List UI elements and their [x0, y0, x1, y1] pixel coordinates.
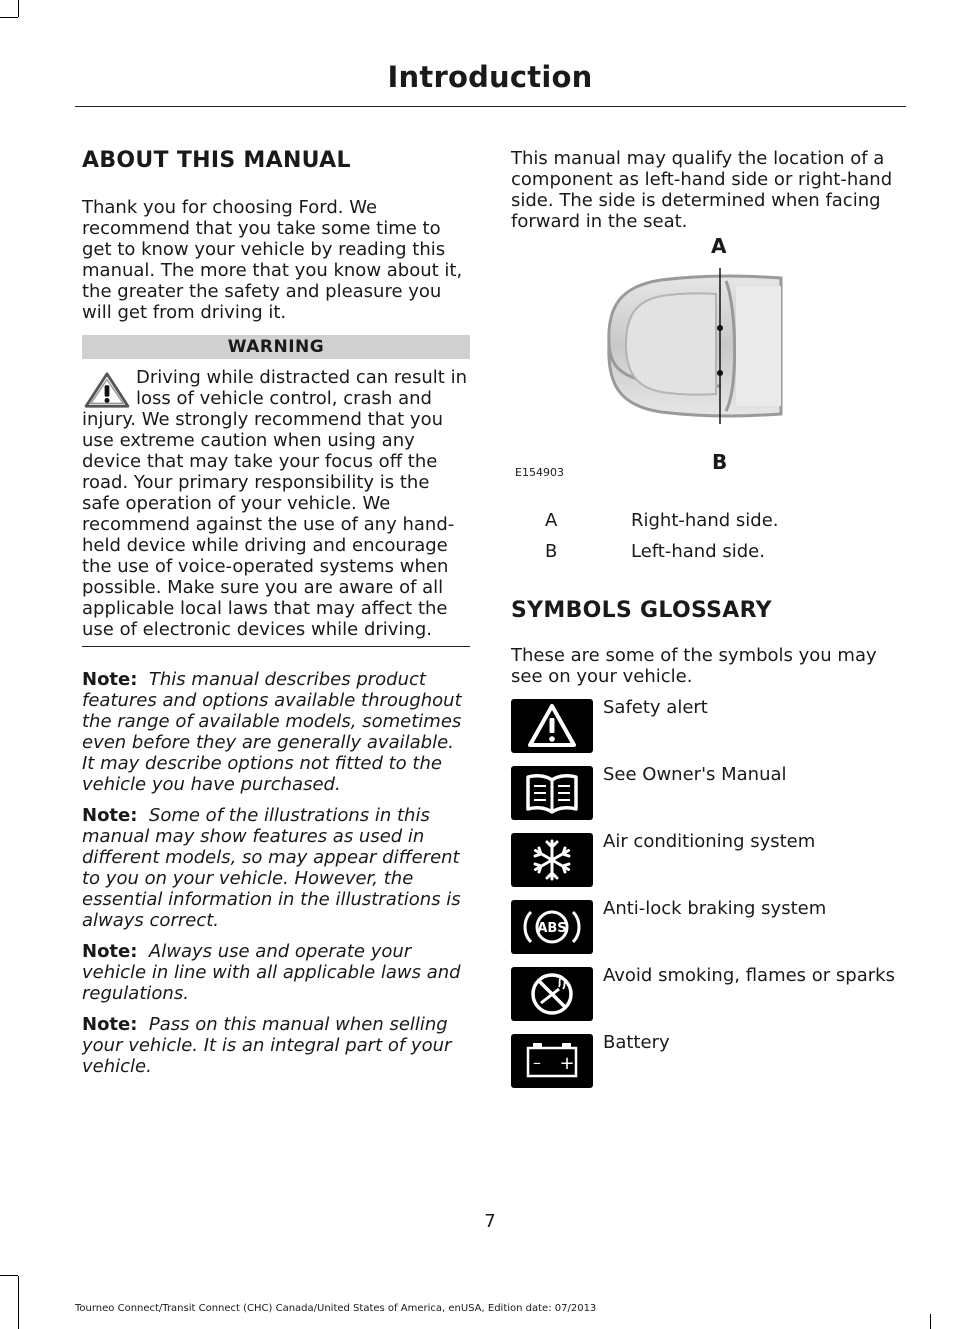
notes-list: [82, 669, 470, 1077]
symbol-item: [511, 898, 906, 965]
battery-icon: [511, 1034, 593, 1088]
symbol-item: [511, 965, 906, 1032]
side-definitions: [511, 510, 906, 572]
page-title: Introduction: [387, 60, 593, 94]
about-intro: Thank you for choosing Ford. We recommend that you take some time to get to know your vehicle by reading this manual. The more that you know about it, the greater the safety and pleasure you will get from driving it.: [82, 197, 463, 323]
sides-intro: This manual may qualify the location of a component as left-hand side or right-hand side. The side is determined when facing forward in the seat.: [511, 148, 893, 232]
header-divider: [75, 106, 906, 107]
note-label: Note:: [82, 1014, 138, 1035]
owners-manual-icon: [511, 766, 593, 820]
footer-text: Tourneo Connect/Transit Connect (CHC) Canada/United States of America, enUSA, Edition date: 07/2013: [75, 1303, 597, 1314]
note-item: [82, 669, 470, 795]
note-label: Note:: [82, 941, 138, 962]
definition-row: [511, 541, 906, 572]
note-text: Some of the illustrations in this manual may show features as used in different models, so may appear different to you on your vehicle. However, the essential information in the illustrations is always correct.: [82, 805, 461, 931]
left-column: [82, 148, 470, 1087]
no-smoking-icon: [511, 967, 593, 1021]
definition-row: [511, 510, 906, 541]
warning-label: WARNING: [82, 335, 470, 359]
crop-mark: [18, 1276, 19, 1329]
abs-icon-text: ABS: [537, 921, 567, 936]
symbol-label: See Owner's Manual: [603, 764, 787, 785]
symbol-item: [511, 697, 906, 764]
symbol-item: [511, 764, 906, 831]
warning-text: Driving while distracted can result in loss of vehicle control, crash and injury. We strongly recommend that you use extreme caution when using any device that may take your focus off the road. Your primary responsibility is the safe operation of your vehicle. We recommend against the use of any hand-held device while driving and encourage the use of voice-operated systems when possible. Make sure you are aware of all applicable local laws that may affect the use of electronic devices while driving.: [82, 367, 467, 640]
definition-value: Right-hand side.: [631, 510, 779, 531]
glossary-heading: SYMBOLS GLOSSARY: [511, 598, 772, 623]
note-text: This manual describes product features and options available throughout the range of available models, sometimes even before they are generally available. It may describe options not fitted to the vehicle you have purchased.: [82, 669, 462, 795]
about-heading: ABOUT THIS MANUAL: [82, 148, 351, 173]
symbol-item: [511, 1032, 906, 1099]
note-item: [82, 941, 470, 1004]
symbol-label: Safety alert: [603, 697, 708, 718]
crop-mark: [18, 0, 19, 17]
note-text: Pass on this manual when selling your vehicle. It is an integral part of your vehicle.: [82, 1014, 452, 1077]
symbol-label: Anti-lock braking system: [603, 898, 827, 919]
note-item: [82, 1014, 470, 1077]
symbol-label: Battery: [603, 1032, 670, 1053]
symbol-label: Air conditioning system: [603, 831, 816, 852]
glossary-intro: These are some of the symbols you may see on your vehicle.: [511, 645, 877, 687]
crop-mark: [930, 1314, 931, 1329]
right-column: [511, 148, 906, 1099]
diagram-code: E154903: [515, 466, 564, 479]
note-item: [82, 805, 470, 931]
note-text: Always use and operate your vehicle in line with all applicable laws and regulations.: [82, 941, 461, 1004]
diagram-label-a: A: [711, 234, 727, 258]
air-conditioning-icon: [511, 833, 593, 887]
warning-divider: [82, 646, 470, 647]
warning-box: [82, 335, 470, 647]
crop-mark: [0, 1275, 18, 1276]
definition-key: A: [545, 510, 558, 531]
symbol-item: [511, 831, 906, 898]
warning-triangle-icon: [82, 371, 132, 409]
symbol-label: Avoid smoking, flames or sparks: [603, 965, 895, 986]
diagram-label-b: B: [712, 450, 728, 474]
safety-alert-icon: [511, 699, 593, 753]
note-label: Note:: [82, 669, 138, 690]
definition-value: Left-hand side.: [631, 541, 765, 562]
note-label: Note:: [82, 805, 138, 826]
vehicle-sides-diagram: [511, 234, 906, 506]
definition-key: B: [545, 541, 558, 562]
abs-icon: [511, 900, 593, 954]
symbols-list: [511, 697, 906, 1099]
battery-minus-text: –: [533, 1053, 541, 1072]
page-number: 7: [484, 1211, 496, 1232]
crop-mark: [0, 17, 18, 18]
vehicle-top-view-illustration: [511, 246, 906, 506]
battery-plus-text: +: [559, 1053, 575, 1074]
